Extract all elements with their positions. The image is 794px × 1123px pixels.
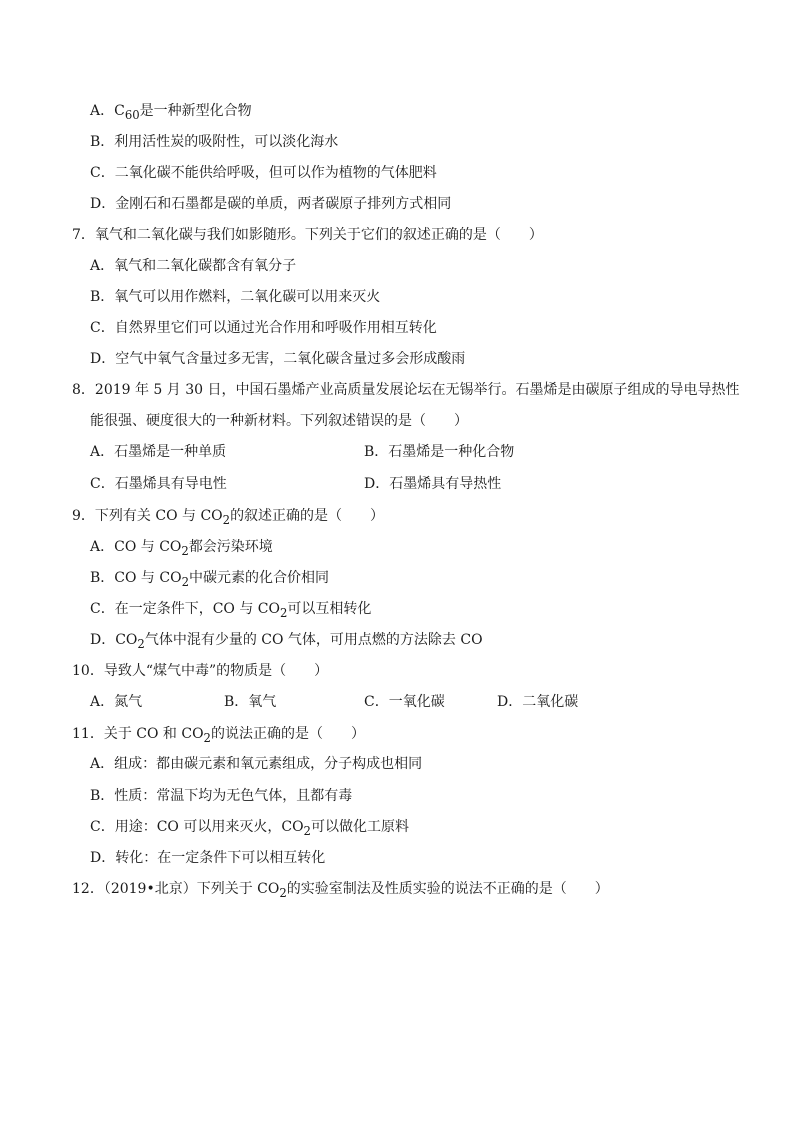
answer-option: C．一氧化碳 (364, 694, 445, 710)
answer-option: D．$CO_2$气体中混有少量的 CO 气体，可用点燃的方法除去 CO (90, 632, 483, 651)
answer-option: A．石墨烯是一种单质 (90, 444, 227, 460)
answer-option: C．石墨烯具有导电性 (90, 476, 227, 492)
answer-option: B．性质：常温下均为无色气体，且都有毒 (90, 788, 353, 804)
answer-option: D．二氧化碳 (497, 694, 579, 710)
question-stem: 7．氧气和二氧化碳与我们如影随形。下列关于它们的叙述正确的是（ ） (72, 227, 543, 243)
answer-option: D．石墨烯具有导热性 (364, 476, 502, 492)
question-stem: 12．（2019•北京）下列关于 $CO_2$的实验室制法及性质实验的说法不正确的是（ ） (72, 881, 609, 900)
answer-option: D．转化：在一定条件下可以相互转化 (90, 850, 326, 866)
answer-option: A．CO 与 $CO_2$都会污染环境 (90, 539, 273, 558)
answer-option: C．二氧化碳不能供给呼吸，但可以作为植物的气体肥料 (90, 165, 437, 181)
answer-option: B．石墨烯是一种化合物 (364, 444, 515, 460)
answer-option: A．氧气和二氧化碳都含有氧分子 (90, 258, 297, 274)
answer-option: C．用途：CO 可以用来灭火，$CO_2$可以做化工原料 (90, 819, 409, 838)
question-stem-continued: 能很强、硬度很大的一种新材料。下列叙述错误的是（ ） (90, 413, 468, 429)
answer-option: C．自然界里它们可以通过光合作用和呼吸作用相互转化 (90, 320, 437, 336)
answer-option: B．氧气 (224, 694, 277, 710)
answer-option: A．组成：都由碳元素和氧元素组成，分子构成也相同 (90, 756, 423, 772)
answer-option: A．氮气 (90, 694, 143, 710)
answer-option: B．CO 与 $CO_2$中碳元素的化合价相同 (90, 570, 329, 589)
answer-option: C．在一定条件下，CO 与 $CO_2$可以互相转化 (90, 601, 372, 620)
answer-option: A．$C_{60}$是一种新型化合物 (90, 103, 252, 122)
answer-option: B．利用活性炭的吸附性，可以淡化海水 (90, 134, 339, 150)
question-stem: 8．2019 年 5 月 30 日，中国石墨烯产业高质量发展论坛在无锡举行。石墨烯是由碳原子组成的导电导热性 (72, 382, 740, 398)
question-stem: 10．导致人“煤气中毒”的物质是（ ） (72, 663, 329, 679)
question-stem: 9．下列有关 CO 与 $CO_2$的叙述正确的是（ ） (72, 508, 385, 527)
answer-option: B．氧气可以用作燃料，二氧化碳可以用来灭火 (90, 289, 381, 305)
answer-option: D．空气中氧气含量过多无害，二氧化碳含量过多会形成酸雨 (90, 351, 466, 367)
question-stem: 11．关于 CO 和 $CO_2$的说法正确的是（ ） (72, 726, 365, 745)
answer-option: D．金刚石和石墨都是碳的单质，两者碳原子排列方式相同 (90, 196, 452, 212)
